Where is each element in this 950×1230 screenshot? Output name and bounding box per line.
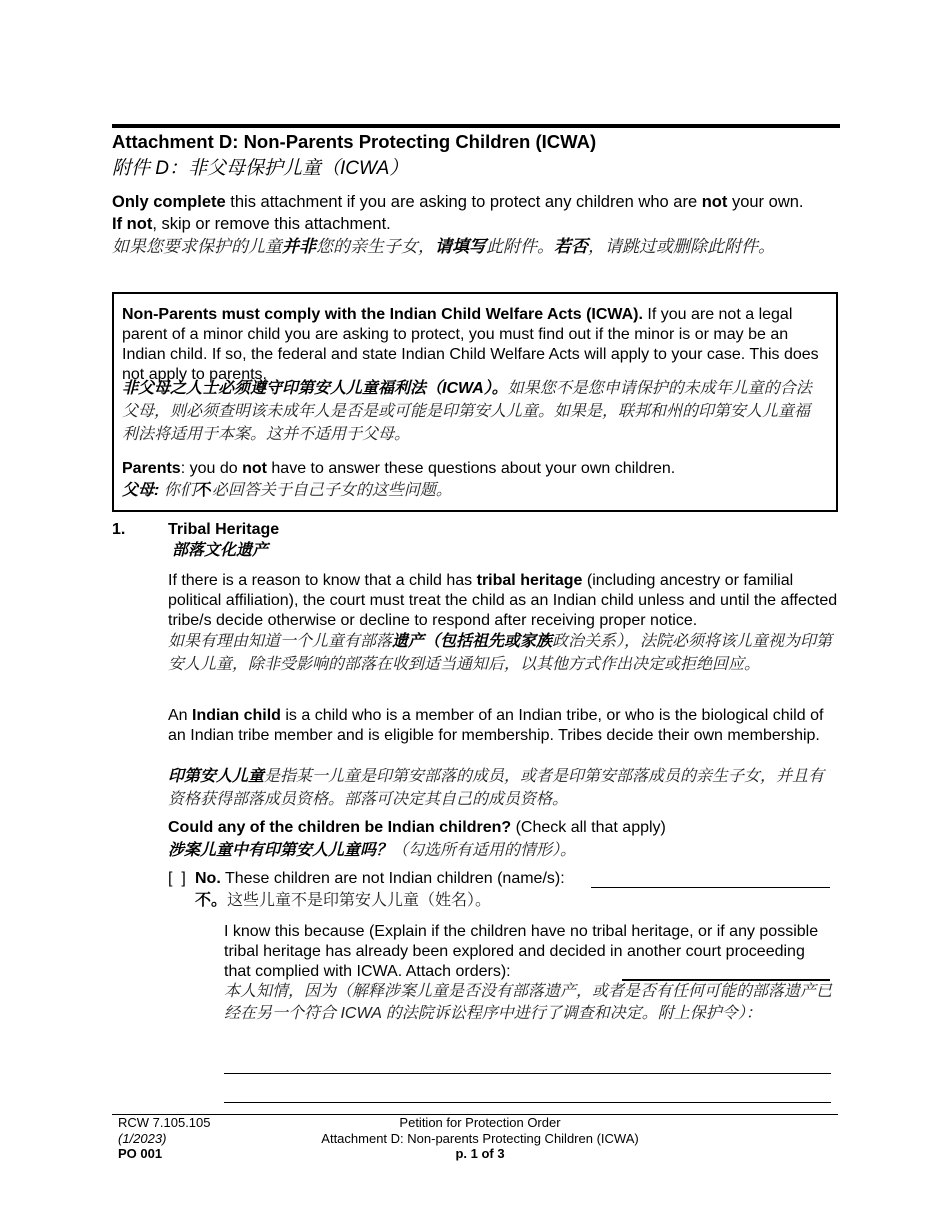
top-rule [112,124,840,128]
reason-input-line-2[interactable] [224,1102,831,1103]
page-title: Attachment D: Non-Parents Protecting Children (ICWA) [112,131,597,152]
reason-prompt: I know this because (Explain if the children have no tribal heritage, or if any possible tribal heritage has already been explored and decided in another court proceeding that complied with ICWA. Attach orders): [224,923,819,980]
footer-center [280,1115,680,1162]
footer-form-number: PO 001 [118,1146,163,1161]
section-title-zh: 部落文化遗产 [172,542,269,559]
footer-date: (1/2023) [118,1130,167,1146]
notice-text: Non-Parents must comply with the Indian Child Welfare Acts (ICWA). If you are not a legal parent of a minor child you are asking to protect, you must find out if the minor is or may be an Indian child. If so, the federal and state Indian Child Welfare Acts will apply to your case. This does not apply to parents. [122,306,819,383]
reason-prompt-zh: 本人知情，因为（解释涉案儿童是否没有部落遗产，或者是否有任何可能的部落遗产已经在另一个符合 ICWA 的法院诉讼程序中进行了调查和决定。附上保护令）： [224,983,833,1022]
no-names-input[interactable] [591,868,830,888]
footer-left [118,1115,211,1162]
no-option-label-zh: 不。这些儿童不是印第安人儿童（姓名）。 [195,892,492,909]
parents-note: Parents: you do not have to answer these questions about your own children. [122,460,676,477]
indian-child-definition: An Indian child is a child who is a member of an Indian tribe, or who is the biological child of an Indian tribe member and is eligible for membership. Tribes decide their own membership. [168,707,824,744]
section-title: Tribal Heritage [168,521,280,538]
footer-subtitle: Attachment D: Non-parents Protecting Children (ICWA) [321,1130,639,1146]
tribal-heritage-text-zh: 如果有理由知道一个儿童有部落遗产（包括祖先或家族政治关系），法院必须将该儿童视为印第安人儿童，除非受影响的部落在收到适当通知后，以其他方式作出决定或拒绝回应。 [168,633,833,673]
no-checkbox[interactable]: [ ] [168,870,186,887]
section-number: 1. [112,521,126,538]
intro-text: Only complete this attachment if you are asking to protect any children who are not your own. If not, skip or remove this attachment. [112,193,804,233]
reason-input-inline[interactable] [622,960,830,981]
question-indian-children-zh: 涉案儿童中有印第安人儿童吗？（勾选所有适用的情形）。 [168,842,577,859]
indian-child-definition-zh: 印第安人儿童是指某一儿童是印第安部落的成员，或者是印第安部落成员的亲生子女，并且有资格获得部落成员资格。部落可决定其自己的成员资格。 [168,768,825,808]
intro-text-zh: 如果您要求保护的儿童并非您的亲生子女，请填写此附件。若否，请跳过或删除此附件。 [112,237,775,256]
question-indian-children: Could any of the children be Indian children? (Check all that apply) [168,819,666,836]
footer-title: Petition for Protection Order [399,1115,561,1130]
footer-page-number: p. 1 of 3 [455,1146,505,1161]
parents-note-zh: 父母: 你们不必回答关于自己子女的这些问题。 [122,482,452,499]
page-title-zh: 附件 D：非父母保护儿童（ICWA） [112,158,409,179]
reason-input-line-1[interactable] [224,1073,831,1074]
icwa-notice-box [112,292,838,512]
footer-rcw: RCW 7.105.105 [118,1115,211,1130]
no-option-label: No. These children are not Indian children (name/s): [195,870,565,887]
notice-text-zh: 非父母之人士必须遵守印第安人儿童福利法（ICWA）。如果您不是您申请保护的未成年儿童的合法父母，则必须查明该未成年人是否是或可能是印第安人儿童。如果是，联邦和州的印第安人儿童福利法将适用于本案。这并不适用于父母。 [122,380,812,443]
tribal-heritage-text: If there is a reason to know that a child has tribal heritage (including ancestry or familial political affiliation), the court must treat the child as an Indian child unless and until the affected tribe/s decide otherwise or decline to respond after receiving proper notice. [168,572,838,629]
